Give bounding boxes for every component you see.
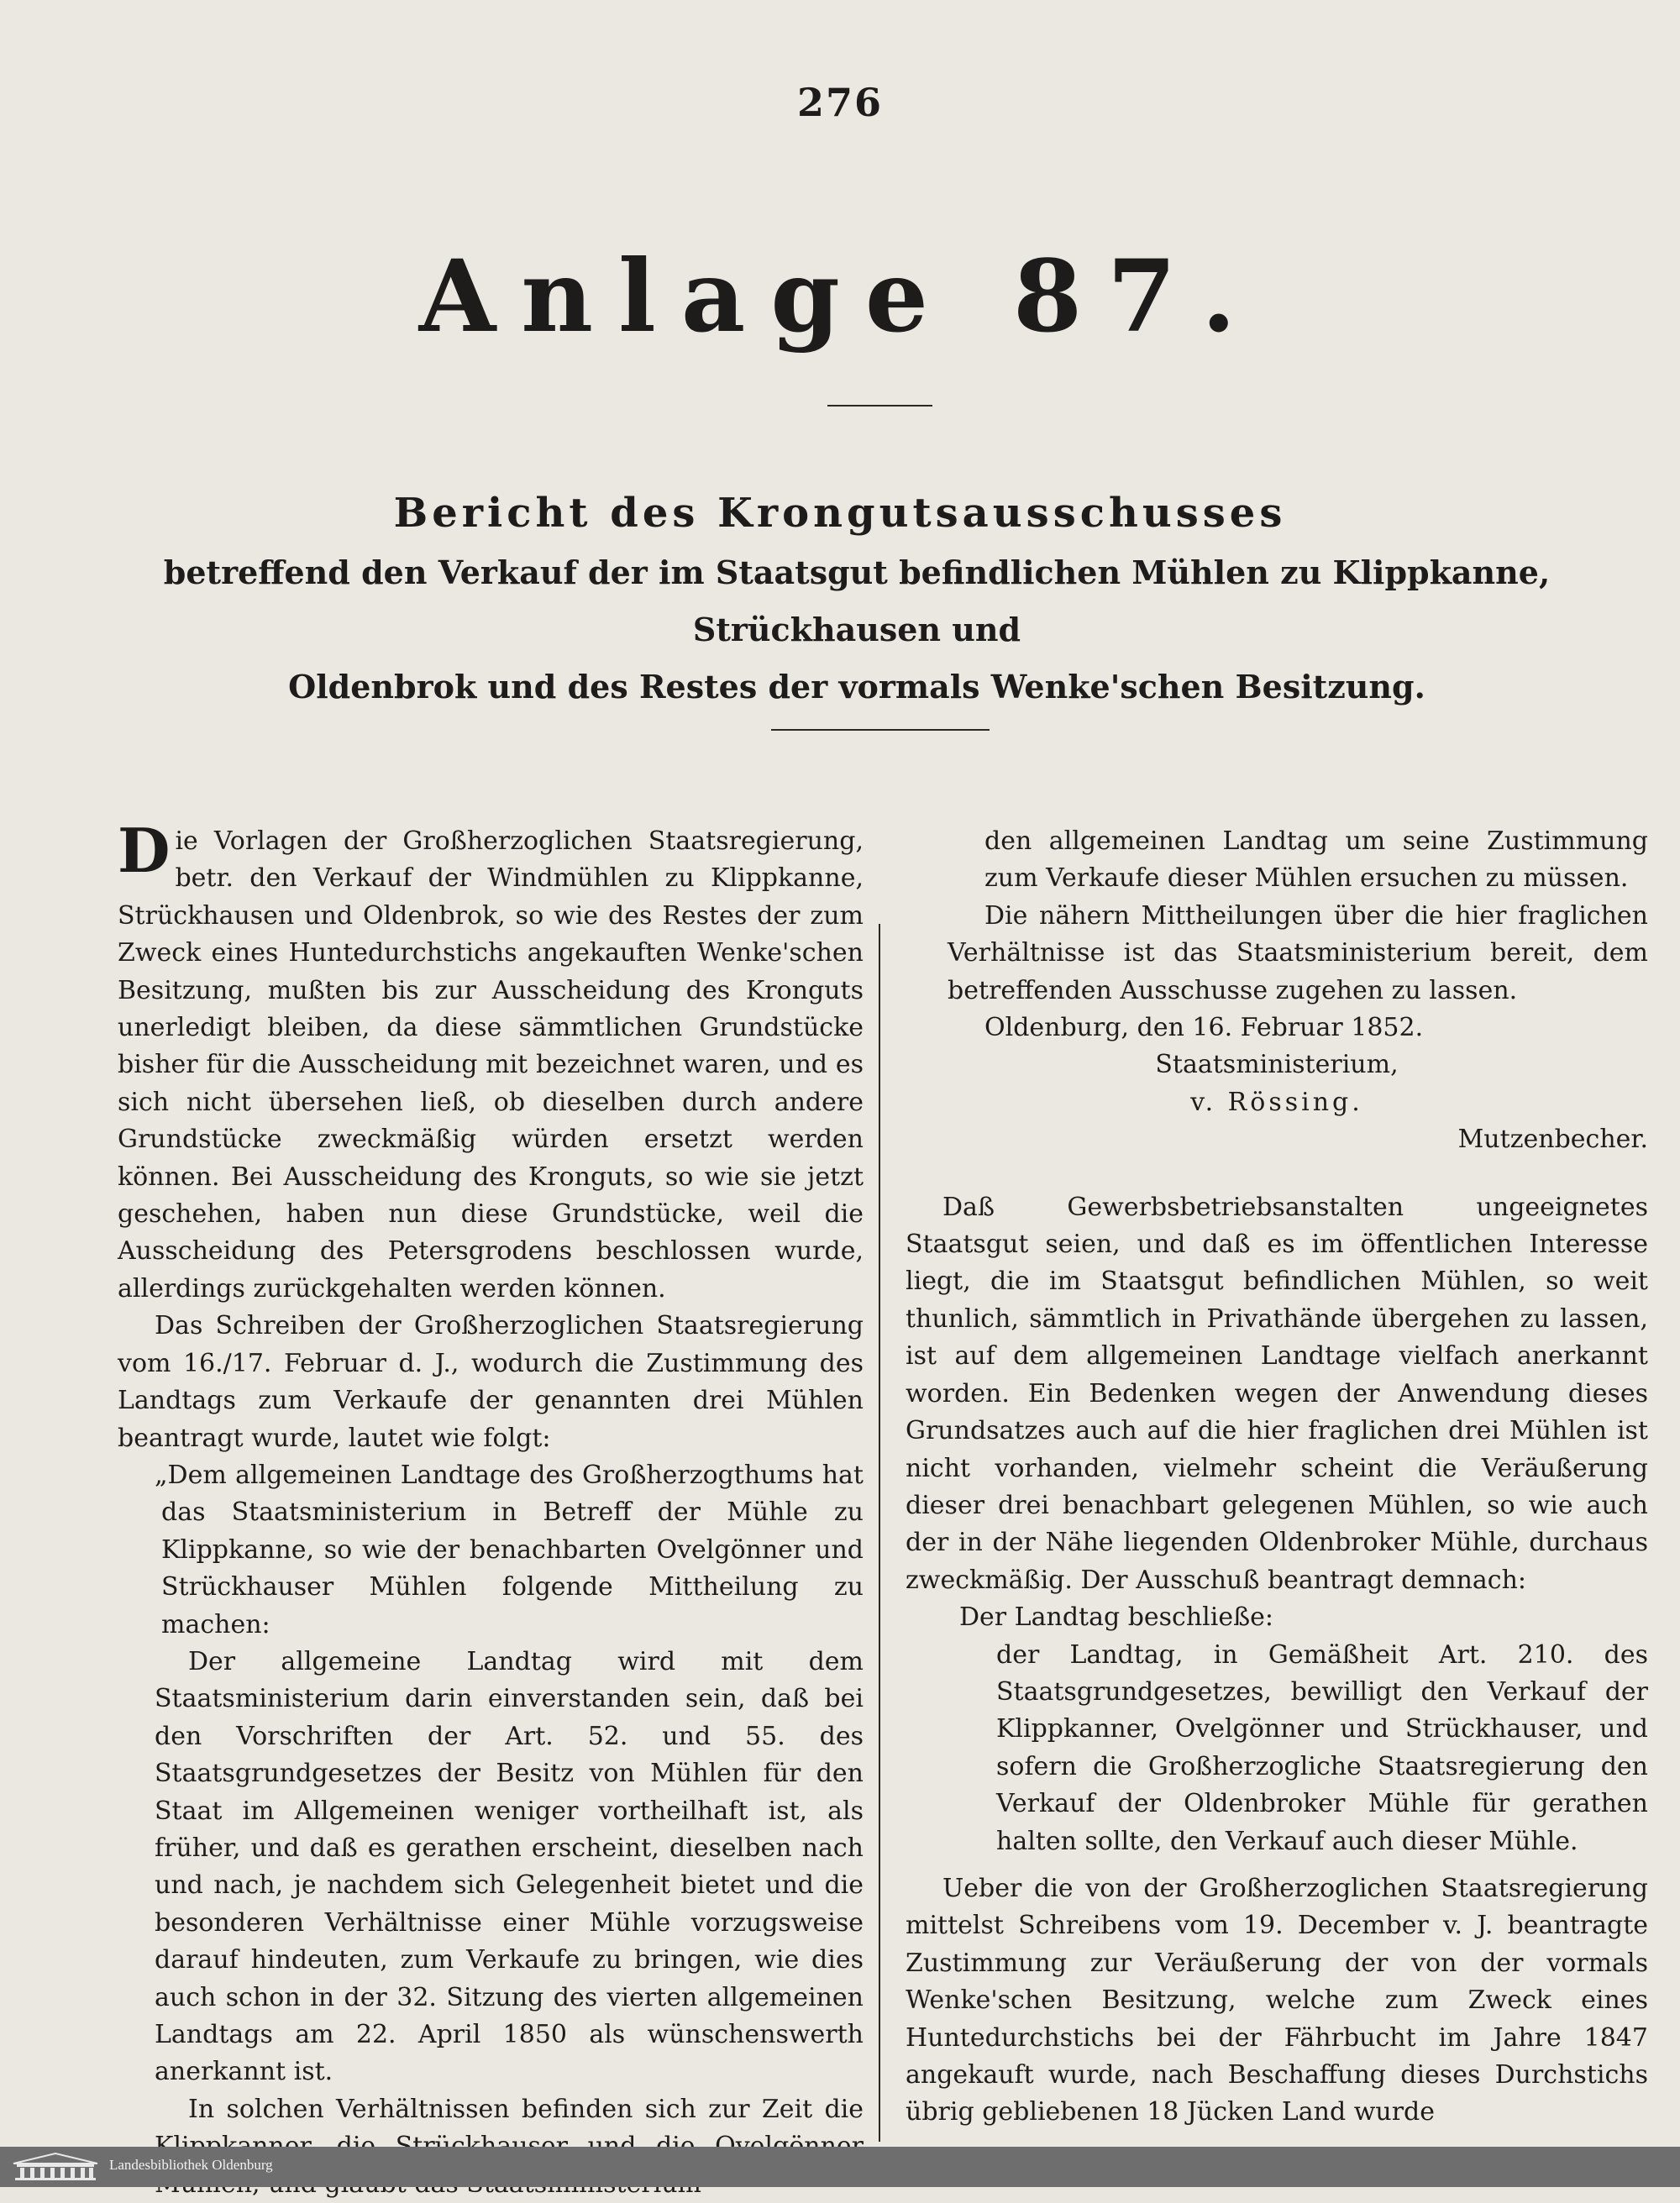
quote-paragraph: Der allgemeine Landtag wird mit dem Staatsministerium darin einverstanden sein, daß bei den Vorschriften der Art. 52. und 55. des Staatsgrundgesetzes der Besitz von Mühlen für den Staat im Allgemeinen weniger vortheilhaft ist, als früher, und daß es gerathen erscheint, dieselben nach und nach, je nachdem sich Gelegenheit bietet und die besonderen Verhältnisse einer Mühle vorzugsweise darauf hindeuten, zum Verkaufe zu bringen, wie dies auch schon in der 32. Sitzung des vierten allgemeinen Landtags am 22. April 1850 als wünschenswerth anerkannt ist.: [155, 1646, 864, 2087]
library-footer: [0, 2147, 1680, 2187]
column-divider: [879, 924, 880, 2142]
quote-continuation: den allgemeinen Landtag um seine Zustimmung zum Verkaufe dieser Mühlen ersuchen zu müssen.: [984, 826, 1648, 894]
ministry-line: Staatsministerium,: [1155, 1050, 1399, 1080]
quote-paragraph: „Dem allgemeinen Landtage des Großherzogthums hat das Staatsministerium in Betreff der Mühle zu Klippkanne, so wie der benachbarten Ovelgönner und Strückhauser Mühlen folgende Mittheilung zu machen:: [155, 1460, 864, 1639]
report-subtitle-line: Oldenbrok und des Restes der vormals Wenke'schen Besitzung.: [288, 668, 1425, 705]
ueber-paragraph: Ueber die von der Großherzoglichen Staatsregierung mittelst Schreibens vom 19. December v. J. beantragte Zustimmung zur Veräußerung der von der vormals Wenke'schen Besitzung, welche zum Zweck eines Huntedurchstichs bei der Fährbucht im Jahre 1847 angekauft wurde, nach Beschaffung dieses Durchstichs übrig gebliebenen 18 Jücken Land wurde: [906, 1873, 1648, 2127]
report-subtitle-line: betreffend den Verkauf der im Staatsgut befindlichen Mühlen zu Klippkanne, Strückhausen und: [163, 553, 1551, 648]
naehere-paragraph: Die nähern Mittheilungen über die hier fraglichen Verhältnisse ist das Staatsministerium bereit, dem betreffenden Ausschusse zugehen zu lassen.: [948, 900, 1648, 1005]
section-divider: [771, 729, 990, 731]
intro-text: ie Vorlagen der Großherzoglichen Staatsregierung, betr. den Verkauf der Windmühlen zu Klippkanne, Strückhausen und Oldenbrok, so wie des Restes der zum Zweck eines Huntedurchstichs angekauften Wenke'schen Besitzung, mußten bis zur Ausscheidung des Kronguts unerledigt bleiben, da diese sämmtlichen Grundstücke bisher für die Ausscheidung mit bezeichnet waren, und es sich nicht übersehen ließ, ob dieselben durch andere Grundstücke zweckmäßig würden ersetzt werden können. Bei Ausscheidung des Kronguts, so wie sie jetzt geschehen, haben nun diese Grundstücke, weil die Ausscheidung des Petersgrodens beschlossen wurde, allerdings zurückgehalten werden können.: [118, 826, 864, 1303]
report-title: Bericht des Krongutsausschusses: [393, 490, 1287, 537]
page-number: 276: [796, 80, 884, 125]
date-line: Oldenburg, den 16. Februar 1852.: [984, 1013, 1424, 1043]
signer-line: v. Rössing.: [1190, 1087, 1363, 1117]
title-divider: [827, 405, 932, 407]
report-subtitle: [84, 544, 1630, 716]
drop-cap: D: [118, 815, 171, 886]
intro-paragraph: [118, 815, 864, 1308]
beschliesse-line: Der Landtag beschließe:: [959, 1602, 1274, 1633]
left-column: [118, 815, 864, 2203]
gewerbs-paragraph: Daß Gewerbsbetriebsanstalten ungeeignetes Staatsgut seien, und daß es im öffentlichen Interesse liegt, die im Staatsgut befindlichen Mühlen, so weit thunlich, sämmtlich in Privathände übergehen zu lassen, ist auf dem allgemeinen Landtage vielfach anerkannt worden. Ein Bedenken wegen der Anwendung dieses Grundsatzes auch auf die hier fraglichen drei Mühlen ist nicht vorhanden, vielmehr scheint die Veräußerung dieser drei benachbart gelegenen Mühlen, so wie auch der in der Nähe liegenden Oldenbroker Mühle, durchaus zweckmäßig. Der Ausschuß beantragt demnach:: [906, 1192, 1648, 1595]
anlage-title: Anlage 87.: [418, 238, 1262, 354]
quote-paragraph: In solchen Verhältnissen befinden sich zur Zeit die: [188, 2094, 864, 2124]
spacer: [906, 1159, 1648, 1189]
resolution-paragraph: der Landtag, in Gemäßheit Art. 210. des Staatsgrundgesetzes, bewilligt den Verkauf der Klippkanner, Ovelgönner und Strückhauser, und sofern die Großherzogliche Staatsregierung den Verkauf der Oldenbroker Mühle für gerathen halten sollte, den Verkauf auch dieser Mühle.: [996, 1639, 1648, 1856]
right-column: [906, 823, 1648, 2132]
secretary-line: Mutzenbecher.: [1457, 1125, 1648, 1155]
schreiben-paragraph: Das Schreiben der Großherzoglichen Staatsregierung vom 16./17. Februar d. J., wodurch die Zustimmung des Landtags zum Verkaufe der genannten drei Mühlen beantragt wurde, lautet wie folgt:: [118, 1311, 864, 1453]
library-building-icon: [10, 2152, 101, 2182]
library-name: Landesbibliothek Oldenburg: [109, 2157, 273, 2173]
